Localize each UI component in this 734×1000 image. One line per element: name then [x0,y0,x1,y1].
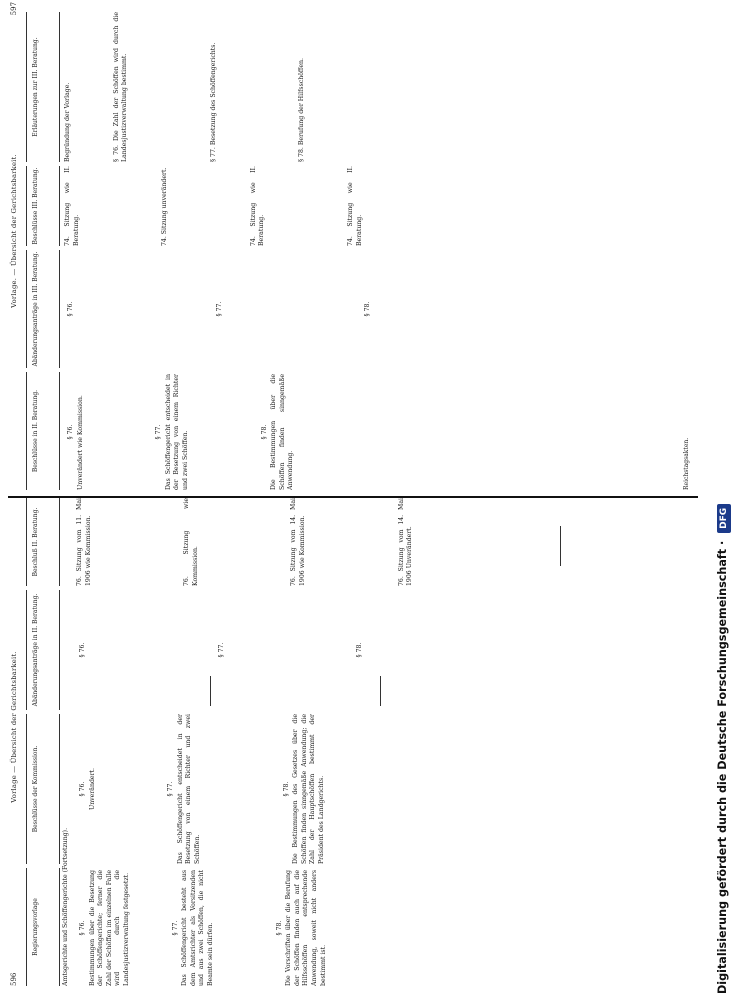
page-spine [8,496,698,498]
session-note: 74. Sitzung unverändert. [161,167,169,246]
left-column-header-2: Beschlüsse der Kommission. [26,714,60,864]
right-col2 [64,250,374,368]
right-column-header-2: Abänderungsanträge in III. Beratung. [26,250,60,368]
divider [560,526,561,566]
divider [210,676,211,706]
paragraph-number: § 77. [155,424,163,440]
left-col3 [76,590,366,710]
paragraph-number: § 77. [215,301,223,317]
paragraph-number: § 77. [171,920,179,936]
paragraph-number: § 76. [67,424,74,440]
paragraph-text: Die Bestimmungen über die Schöffen finden sinngemäße Anwendung. [270,374,295,490]
paragraph-text: Das Schöffengericht entscheidet in der Besetzung von einem Richter und zwei Schöffen. [176,714,201,864]
left-col1 [76,870,328,986]
session-note: 74. Sitzung wie II. Beratung. [346,166,363,246]
paragraph-number: § 77. [217,642,225,658]
paragraph-text: Die Vorschriften über die Berufung der Schöffen finden auch auf die Hilfsschöffen entsprechende Anwendung, soweit nicht anders bestimmt ist. [285,870,327,986]
paragraph-text: Das Schöffengericht entscheidet in der Besetzung von einem Richter und zwei Schöffen. [164,374,189,490]
paragraph-number: § 76. [79,642,86,658]
dfg-funding-text: Digitalisierung gefördert durch die Deutsche Forschungsgemeinschaft [716,548,729,994]
paragraph-text: Die Bestimmungen des Gesetzes über die Schöffen finden sinngemäße Anwendung; die Zahl der Hauptschöffen bestimmt der Präsident des Landgerichts. [292,714,325,864]
paragraph-text: Das Schöffengericht besteht aus dem Amtsrichter als Vorsitzenden und aus zwei Schöffen, die nicht Beamte sein dürfen. [181,870,214,986]
right-column-header-1: Beschlüsse in II. Beratung. [26,372,60,490]
left-running-head: Vorlage — Übersicht der Gerichtsbarkeit. [10,651,18,803]
left-column-header-1: Regierungsvorlage [26,868,60,986]
divider [380,676,381,706]
paragraph-number: § 76. [79,920,86,936]
session-note: 76. Sitzung wie Kommission. [183,498,199,586]
dfg-funding-notice [712,0,734,1000]
left-column-header-4: Beschluß II. Beratung. [26,498,60,586]
paragraph-number: § 78. [364,301,372,317]
session-note: 74. Sitzung wie II. Beratung. [64,166,80,246]
right-col4 [64,12,307,162]
session-note: 74. Sitzung wie II. Beratung. [249,166,266,246]
paragraph-number: § 78. [260,424,268,440]
section-title: Amtsgerichte und Schöffengerichte (Fortsetzung). [62,827,69,986]
right-column-header-4: Erläuterungen zur III. Beratung. [26,12,60,162]
paragraph-number: § 76. [67,301,74,317]
paragraph-number: § 78. [282,781,290,797]
right-page [0,2,700,490]
annotation-text: Begründung der Vorlage. [64,82,71,162]
annotation-text: § 78. Berufung der Hilfsschöffen. [298,58,306,162]
annotation-text: § 77. Besetzung des Schöffengerichts. [209,42,217,162]
paragraph-number: § 78. [275,920,283,936]
left-page [0,498,700,986]
dfg-logo: DFG [717,504,731,533]
right-page-number: 597 [10,2,18,16]
dfg-separator: · [716,536,729,549]
paragraph-number: § 77. [167,781,175,797]
paragraph-text: Bestimmungen über die Besetzung der Schöffengerichte; ferner die Zahl der Schöffen im einzelnen Falle wird durch die Landesjustizverwaltung festgesetzt. [88,870,130,986]
annotation-text: § 76. Die Zahl der Schöffen wird durch die Landesjustizverwaltung bestimmt. [112,12,129,162]
left-col2 [76,714,327,864]
session-note: 76. Sitzung vom 14. Mai 1906 Unverändert. [397,498,414,586]
session-note: 76. Sitzung vom 11. Mai 1906 wie Kommission. [76,498,92,586]
paragraph-text: Unverändert. [88,767,96,811]
session-note: 76. Sitzung vom 14. Mai 1906 wie Kommission. [290,498,306,586]
dfg-sidebar [712,0,734,1000]
left-page-number: 596 [10,972,18,986]
right-column-header-3: Beschlüsse III. Beratung. [26,166,60,246]
right-running-head: Vorlage. — Übersicht der Gerichtsbarkeit. [10,154,18,308]
footnote: Reichstagsakten. [683,437,691,490]
paragraph-text: Unverändert wie Kommission. [76,395,84,490]
paragraph-number: § 76. [79,781,86,797]
left-col4 [76,498,415,586]
paragraph-number: § 78. [356,642,364,658]
right-col1 [64,374,296,490]
right-col3 [64,166,364,246]
left-column-header-3: Abänderungsanträge in II. Beratung. [26,590,60,710]
